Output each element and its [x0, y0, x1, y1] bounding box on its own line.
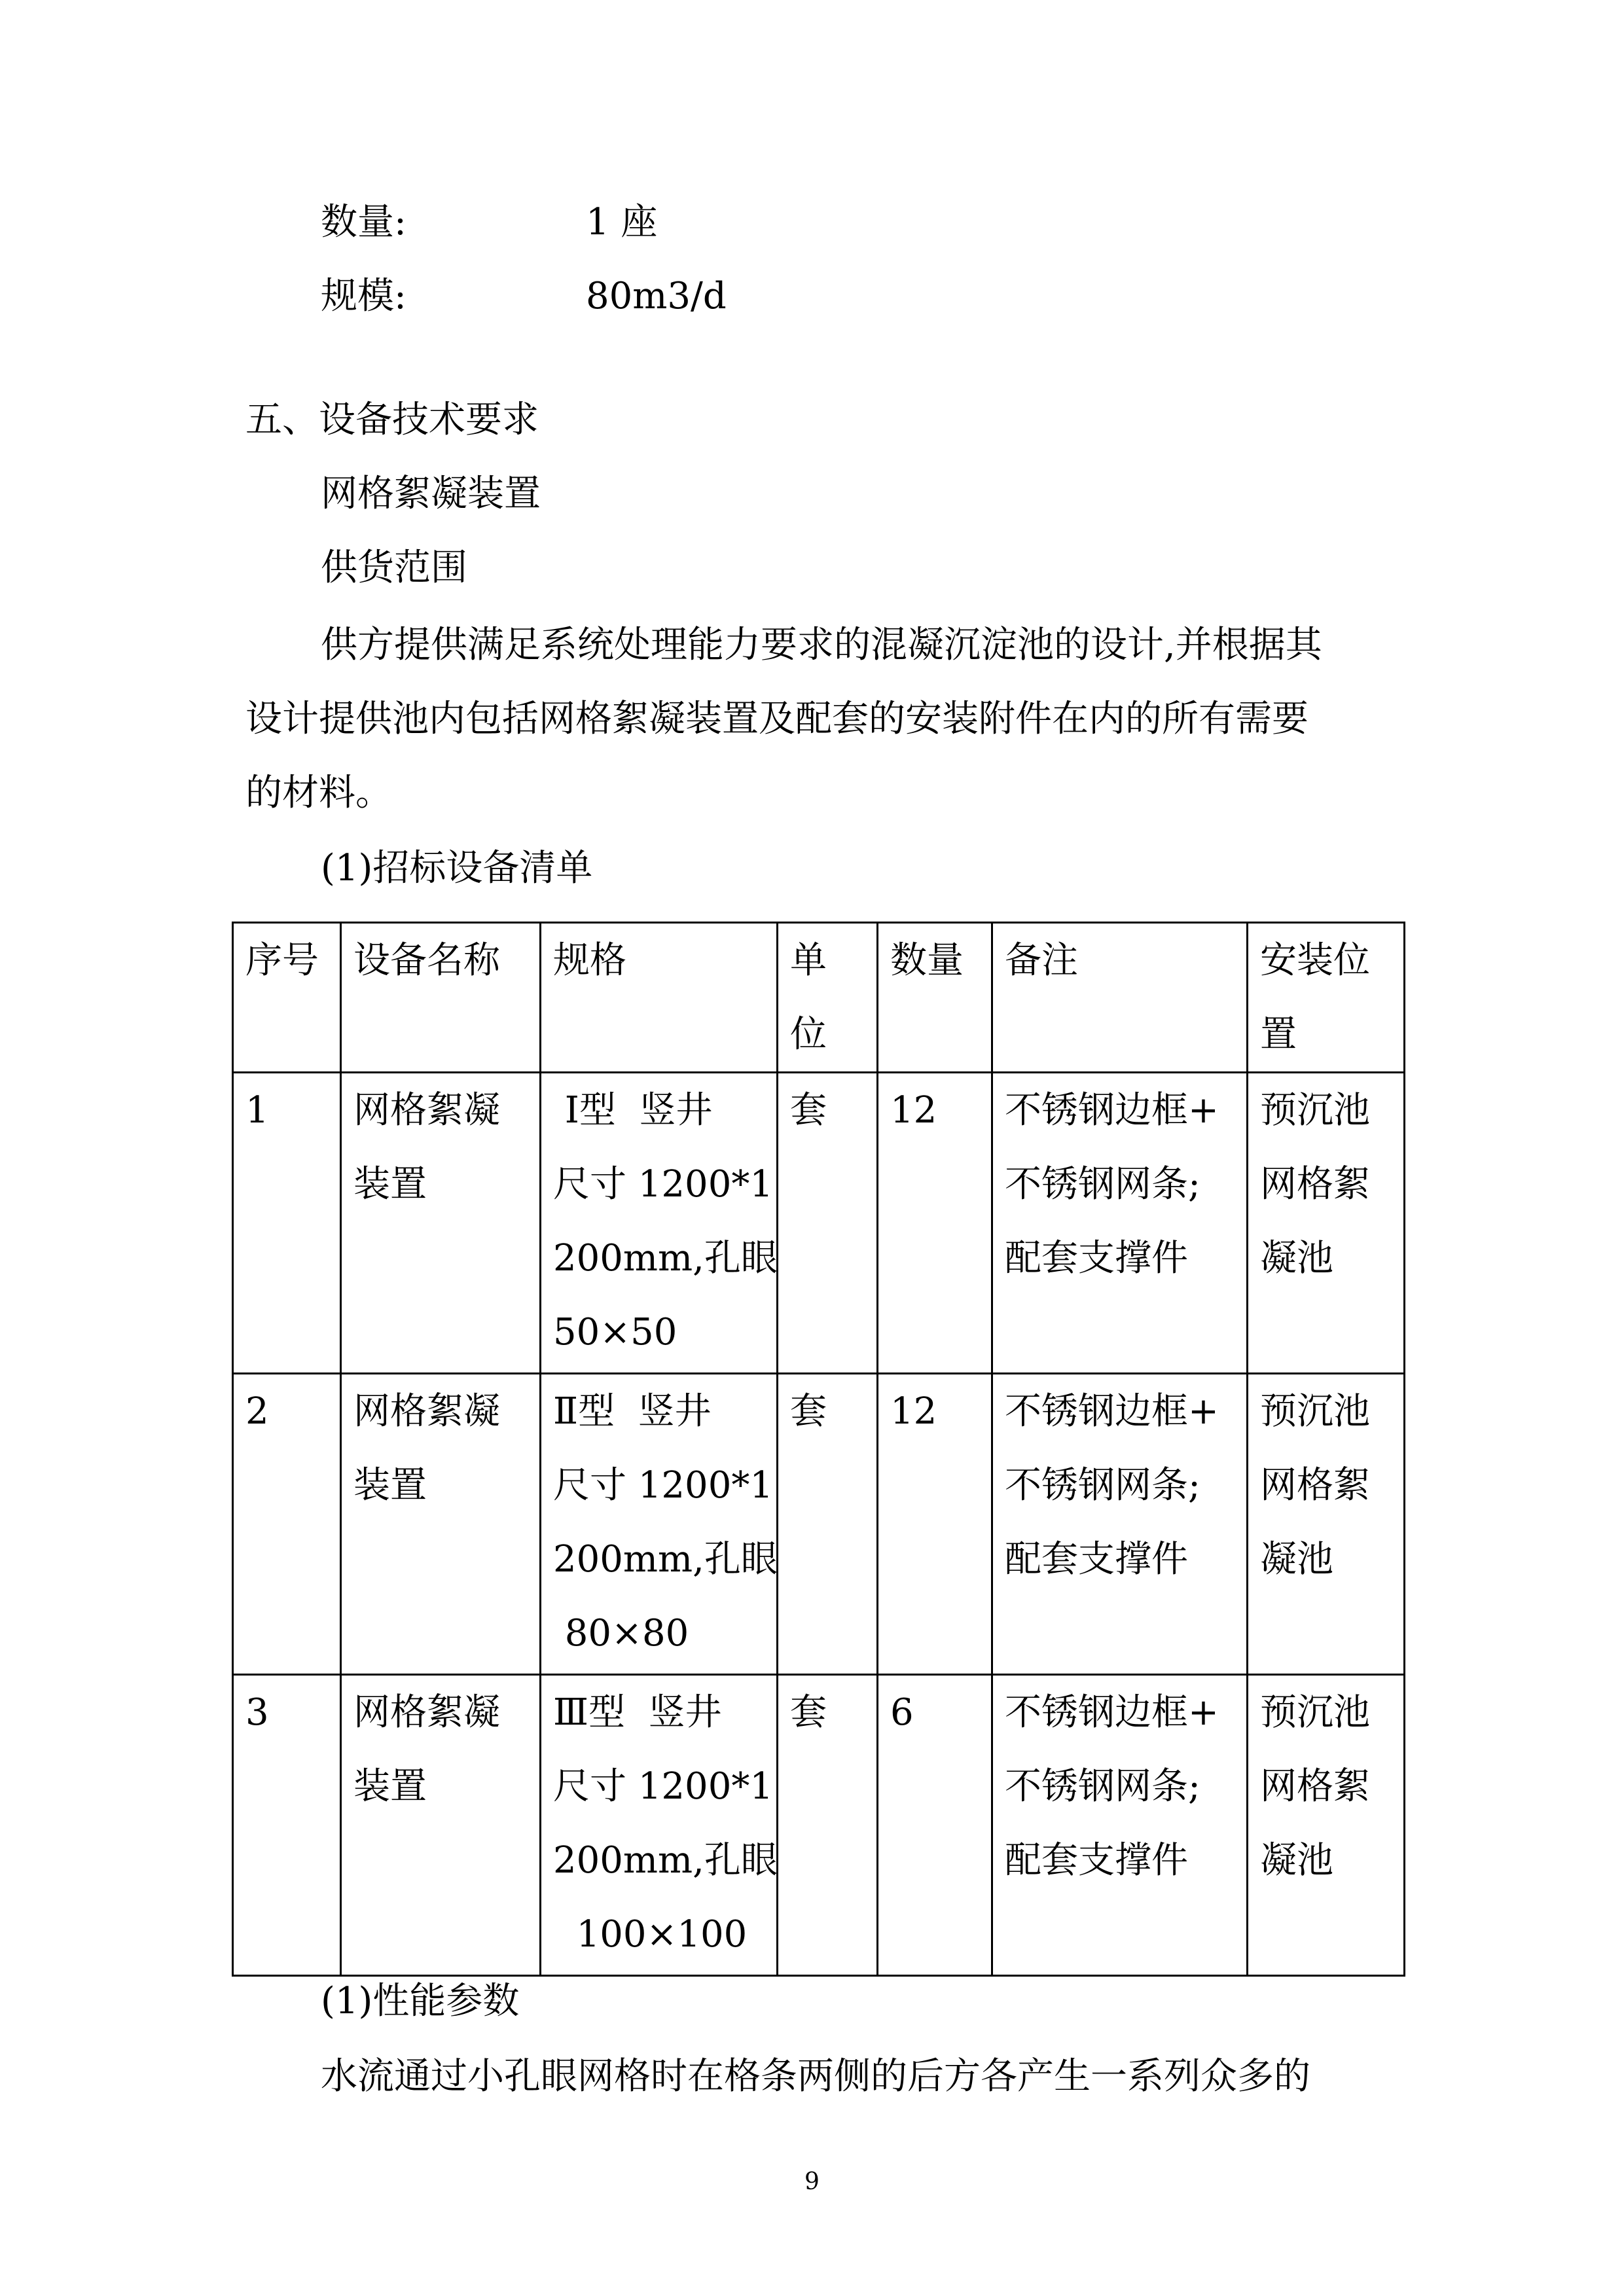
supply-paragraph-line: 设计提供池内包括网格絮凝装置及配套的安装附件在内的所有需要: [245, 698, 1308, 740]
table-row: [233, 1675, 1405, 1976]
capacity-label: 规模:: [321, 275, 406, 317]
header-cell-location: 安装位 置: [1248, 923, 1405, 1073]
device-title: 网格絮凝装置: [321, 473, 541, 515]
supply-title: 供货范围: [321, 547, 467, 589]
table-header-row: [233, 923, 1405, 1073]
table-cell: 不锈钢边框+ 不锈钢网条; 配套支撑件: [992, 1374, 1248, 1675]
equipment-table: [232, 922, 1405, 1977]
table-cell: 12: [878, 1374, 992, 1675]
table-cell: 不锈钢边框+ 不锈钢网条; 配套支撑件: [992, 1675, 1248, 1976]
table-cell: 网格絮凝 装置: [341, 1374, 541, 1675]
table-cell: 不锈钢边框+ 不锈钢网条; 配套支撑件: [992, 1073, 1248, 1374]
table-cell: 套: [778, 1675, 878, 1976]
table-cell: 预沉池 网格絮 凝池: [1248, 1374, 1405, 1675]
performance-title: (1)性能参数: [321, 1980, 520, 2022]
table-cell: 预沉池 网格絮 凝池: [1248, 1675, 1405, 1976]
table-cell: Ⅲ型 竖井 尺寸 1200*1 200mm,孔眼 100×100: [541, 1675, 778, 1976]
table-cell: Ⅱ型 竖井 尺寸 1200*1 200mm,孔眼 80×80: [541, 1374, 778, 1675]
table-cell: 6: [878, 1675, 992, 1976]
quantity-value: 1 座: [586, 201, 658, 243]
table-cell: 3: [233, 1675, 341, 1976]
header-cell-unit: 单 位: [778, 923, 878, 1073]
capacity-value: 80m3/d: [586, 275, 727, 317]
supply-paragraph-line: 的材料。: [245, 772, 392, 814]
table-cell: 套: [778, 1073, 878, 1374]
table-cell: Ⅰ型 竖井 尺寸 1200*1 200mm,孔眼 50×50: [541, 1073, 778, 1374]
table-row: [233, 1073, 1405, 1374]
header-cell-index: 序号: [233, 923, 341, 1073]
header-cell-remark: 备注: [992, 923, 1248, 1073]
header-cell-quantity: 数量: [878, 923, 992, 1073]
table-cell: 网格絮凝 装置: [341, 1073, 541, 1374]
table-cell: 1: [233, 1073, 341, 1374]
section-heading: 五、设备技术要求: [245, 399, 539, 441]
table-cell: 2: [233, 1374, 341, 1675]
quantity-label: 数量:: [321, 201, 406, 243]
supply-paragraph-line: 供方提供满足系统处理能力要求的混凝沉淀池的设计,并根据其: [321, 624, 1322, 666]
performance-paragraph: 水流通过小孔眼网格时在格条两侧的后方各产生一系列众多的: [321, 2055, 1310, 2098]
table-cell: 预沉池 网格絮 凝池: [1248, 1073, 1405, 1374]
page-number: 9: [804, 2168, 820, 2195]
header-cell-spec: 规格: [541, 923, 778, 1073]
header-cell-name: 设备名称: [341, 923, 541, 1073]
table-cell: 网格絮凝 装置: [341, 1675, 541, 1976]
table-cell: 12: [878, 1073, 992, 1374]
table-cell: 套: [778, 1374, 878, 1675]
equipment-list-title: (1)招标设备清单: [321, 847, 593, 889]
table-row: [233, 1374, 1405, 1675]
